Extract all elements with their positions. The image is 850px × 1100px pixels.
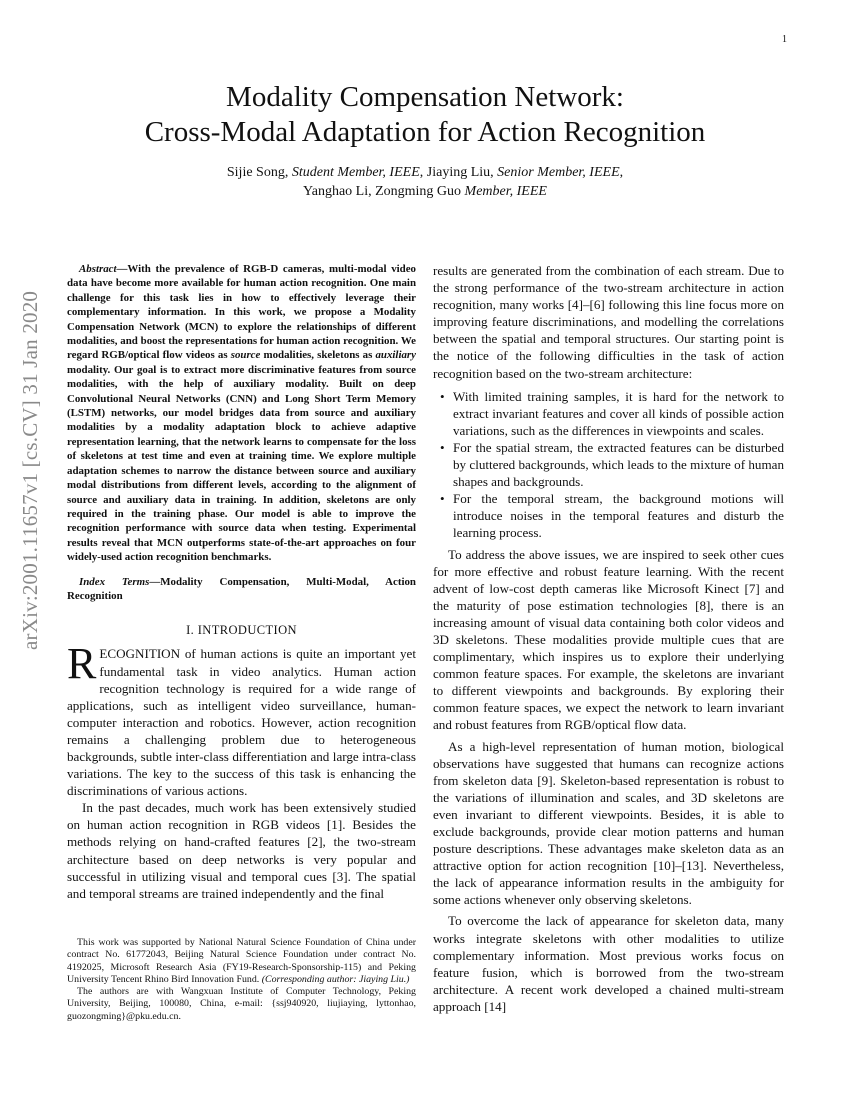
abstract-source-term: source xyxy=(230,349,261,362)
page-number: 1 xyxy=(782,34,787,45)
right-column xyxy=(433,262,784,1015)
author-1: Sijie Song, xyxy=(226,165,292,180)
list-item: • For the spatial stream, the extracted features can be disturbed by cluttered backgrounds, which leads to the mixture of human shapes and backgrounds. xyxy=(453,439,784,490)
right-paragraph-1: results are generated from the combination of each stream. Due to the strong performance of the two-stream architecture in action recognition, many works [4]–[6] following this line focus more on improving feature discriminations, and modelling the correlations between the spatial and temporal structures. Our starting point is the notice of the following difficulties in the task of action recognition based on the two-stream architecture: xyxy=(433,263,784,381)
section-number: I. xyxy=(186,623,198,638)
abstract-auxiliary-term: auxiliary xyxy=(375,349,416,362)
abstract-text-3: modality. Our goal is to extract more discriminative features from source modalities, with the help of auxiliary modality. Built on deep Convolutional Neural Networks (CNN) and Long Short Term Memory (LSTM) networks, our model bridges data from source and auxiliary modalities by a modality adaptation block to achieve adaptive representation learning, that the network learns to compensate for the loss of skeletons at test time and even at training time. We explore multiple adaptation schemes to narrow the distance between source and auxiliary modal distributions from different levels, according to the alignment of source and auxiliary data in training. In addition, skeletons are only required in the training phase. Our model is able to improve the recognition performance with source data when testing. Experimental results reveal that MCN outperforms state-of-the-art approaches on four widely-used action recognition benchmarks. xyxy=(67,363,416,564)
title-block xyxy=(60,80,790,201)
right-paragraph-3: As a high-level representation of human motion, biological observations have suggested that humans can recognize actions from skeleton data [9]. Skeleton-based representation is robust to the variations of illumination and scales, and 3D skeletons are even invariant to different viewpoints. Besides, it is able to exclude backgrounds, provide clear motion patterns and human posture descriptions. These advantages make skeleton data as an attractive option for action recognition [10]–[13]. Nevertheless, the lack of appearance information results in the ambiguity for some actions whenever only observing skeletons. xyxy=(433,738,784,908)
list-item: • For the temporal stream, the background motions will introduce noises in the temporal features and disturb the learning process. xyxy=(453,490,784,541)
footnote-funding-text: This work was supported by National Natural Science Foundation of China under contract No. 61772043, Beijing Natural Science Foundation under contract No. 4192025, Microsoft Research Asia (FY19-Research-Sponsorship-115) and Peking University Tencent Rhino Bird Innovation Fund. xyxy=(67,937,416,985)
section-title-rest: NTRODUCTION xyxy=(202,623,297,638)
author-3-4-role: Member, IEEE xyxy=(464,184,547,199)
author-list xyxy=(60,163,790,201)
abstract-text-1: —With the prevalence of RGB-D cameras, multi-modal video data have become more available for human action recognition. One main challenge for this task lies in how to effectively leverage their complementary information. In this work, we propose a Modality Compensation Network (MCN) to explore the relationships of different modalities, and boost the representations for human action recognition. We regard RGB/optical flow videos as xyxy=(67,263,416,362)
section-heading-introduction xyxy=(67,622,416,639)
author-1-role: Student Member, IEEE xyxy=(291,165,420,180)
abstract-label: Abstract xyxy=(79,263,117,275)
index-terms xyxy=(67,575,416,604)
drop-cap-letter: R xyxy=(67,639,97,689)
intro-paragraph-1-text: of human actions is quite an important yet fundamental task in video analytics. Human action recognition technology is required for a wide range of applications, such as intelligent video surveillance, human-computer interaction and robotics. However, action recognition remains a challenging problem due to heterogeneous backgrounds, subtle inter-class differentiation and large intra-class variations. The key to the success of this task is enhancing the discriminations of various actions. xyxy=(67,646,416,799)
footnotes xyxy=(67,937,416,1023)
abstract xyxy=(67,262,416,565)
index-terms-label: Index Terms xyxy=(79,575,150,588)
left-column xyxy=(67,262,416,902)
author-2: , Jiaying Liu, xyxy=(419,165,498,180)
right-paragraph-4: To overcome the lack of appearance for skeleton data, many works integrate skeletons with other modalities to utilize complementary information. Most previous works focus on feature fusion, which is borrowed from the two-stream architecture. A recent work developed a chained multi-stream approach [14] xyxy=(433,913,784,1014)
right-paragraph-2: To address the above issues, we are inspired to seek other cues for more effective and robust feature learning. With the recent advent of low-cost depth cameras like Microsoft Kinect [7] and the maturity of pose estimation technologies [8], there is an increasing amount of visual data containing both color videos and 3D skeletons. These modalities provide multiple cues that are complimentary, which inspires us to explore their underlying common feature spaces. For example, the skeletons are invariant to different viewpoints and backgrounds. By exploring their common feature spaces, we expect the network to learn invariant and robust features from RGB/optical flow data. xyxy=(433,546,784,733)
author-2-end: , xyxy=(619,165,624,180)
intro-paragraph-2: In the past decades, much work has been extensively studied on human action recognition in RGB videos [1]. Besides the methods relying on hand-crafted features [2], the two-stream architecture based on deep networks is very popular and successful in utilizing visual and temporal cues [3]. The spatial and temporal streams are trained independently and the final xyxy=(67,800,416,901)
index-terms-text: —Modality Compensation, Multi-Modal, Action Recognition xyxy=(67,575,416,602)
title-line-1: Modality Compensation Network: xyxy=(226,81,624,113)
intro-first-word-caps: ECOGNITION xyxy=(99,646,181,662)
section-title-initial: I xyxy=(197,623,203,638)
author-2-role: Senior Member, IEEE xyxy=(497,165,620,180)
arxiv-identifier-stamp[interactable]: arXiv:2001.11657v1 [cs.CV] 31 Jan 2020 xyxy=(18,290,42,650)
title-line-2: Cross-Modal Adaptation for Action Recognition xyxy=(144,116,706,148)
footnote-funding xyxy=(67,937,416,986)
paper-title xyxy=(60,80,790,150)
abstract-text-2: modalities, skeletons as xyxy=(260,349,376,362)
author-3-4: Yanghao Li, Zongming Guo xyxy=(303,184,465,199)
footnote-affiliation: The authors are with Wangxuan Institute of Computer Technology, Peking University, Beijing, 100080, China, e-mail: {ssj940920, liujiaying, lyttonhao, guozongming}@pku.edu.cn. xyxy=(67,986,416,1022)
difficulty-list xyxy=(433,388,784,542)
intro-paragraph-1 xyxy=(67,639,416,799)
list-item: • With limited training samples, it is hard for the network to extract invariant features and cover all kinds of possible action variations, such as the differences in viewpoints and scales. xyxy=(453,388,784,439)
footnote-corresponding-author: (Corresponding author: Jiaying Liu.) xyxy=(261,973,410,985)
